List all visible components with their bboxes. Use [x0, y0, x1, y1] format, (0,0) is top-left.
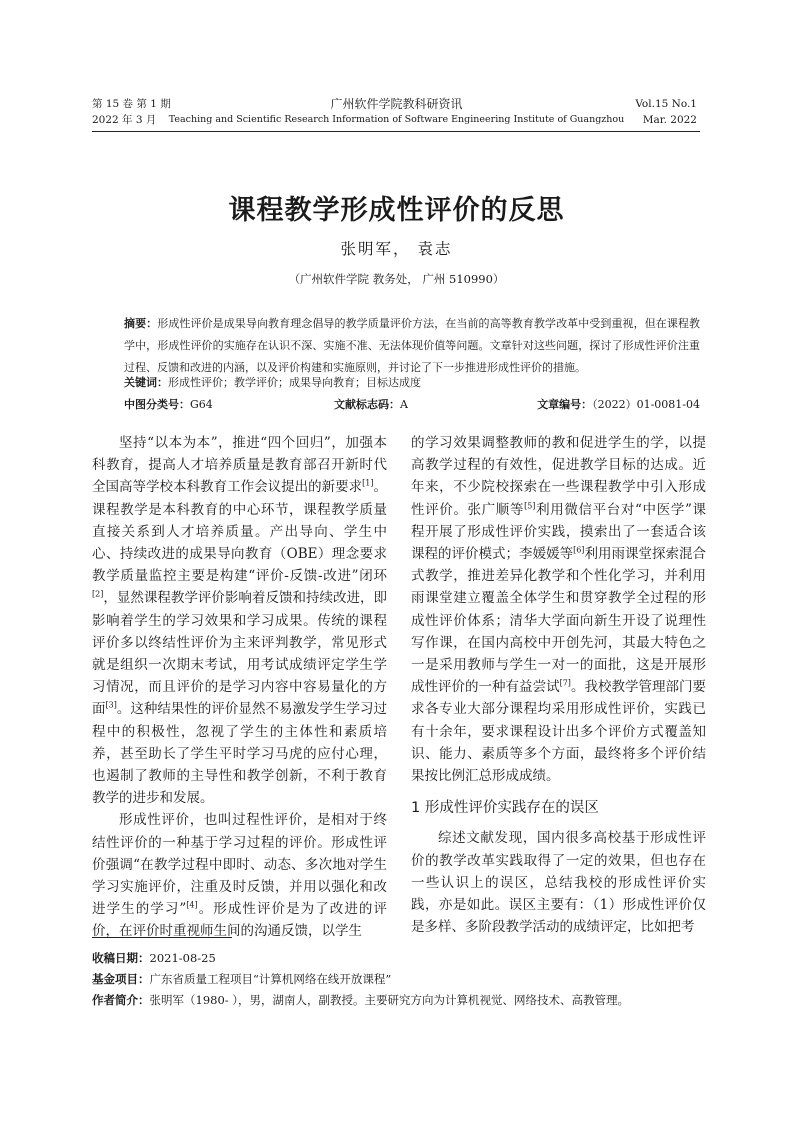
- article-number: [537, 396, 700, 414]
- header-divider: [92, 131, 700, 132]
- text-run: 。课程教学是本科教育的中心环节，课程教学质量直接关系到人才培养质量。产出导向、学生中心、持续改进的成果导向教育（OBE）理念要求教学质量监控主要是构建“评价-反馈-改进”闭环: [92, 479, 388, 585]
- citation: [4]: [186, 900, 198, 910]
- author-affiliation: （广州软件学院 教务处， 广州 510990）: [288, 272, 505, 286]
- footnote-divider: [92, 937, 232, 938]
- citation: [3]: [105, 700, 117, 710]
- fund-value: 广东省质量工程项目“计算机网络在线开放课程”: [149, 972, 392, 986]
- body-column-left: [92, 432, 387, 943]
- paragraph: [92, 809, 387, 942]
- text-run: 综述文献发现，国内很多高校基于形成性评价的教学改革实践取得了一定的效果，但也存在一些认识上的误区，总结我校的形成性评价实践，亦是如此。误区主要有：（1）形成性评价仅是多样、多阶段教学活动的成绩评定，比如把考: [411, 830, 706, 936]
- document-code: [334, 396, 408, 414]
- clc-value: G64: [190, 398, 213, 411]
- paragraph: [411, 432, 706, 787]
- journal-title-en: Teaching and Scientific Research Information of Software Engineering Institute of Guangzhou: [168, 114, 625, 125]
- abstract-label: 摘要：: [124, 317, 158, 330]
- text-run: 坚持“以本为本”，推进“四个回归”，加强本科教育，提高人才培养质量是教育部召开新时代全国高等学校本科教育工作会议提出的新要求: [92, 435, 387, 496]
- citation: [5]: [524, 501, 536, 511]
- keywords-text: 形成性评价；教学评价；成果导向教育；目标达成度: [168, 376, 421, 389]
- received-value: 2021-08-25: [149, 951, 216, 965]
- clc-label: 中图分类号：: [124, 398, 190, 411]
- section-heading: 1 形成性评价实践存在的误区: [411, 800, 599, 817]
- citation: [7]: [559, 678, 571, 688]
- doc-code-value: A: [400, 398, 408, 411]
- text-run: 。形成性评价是为了改进的评价，在评价时重视师生间的沟通反馈，以学生: [92, 901, 387, 940]
- article-authors: 张明军， 袁志: [340, 240, 453, 258]
- text-run: 的学习效果调整教师的教和促进学生的学，以提高教学过程的有效性，促进教学目标的达成。近年来，不少院校探索在一些课程教学中引入形成性评价。张广顺等: [411, 435, 706, 518]
- text-run: 形成性评价，也叫过程性评价，是相对于终结性评价的一种基于学习过程的评价。形成性评价强调“在教学过程中即时、动态、多次地对学生学习实施评价，注重及时反馈，并用以强化和改进学生的学习”: [92, 812, 387, 918]
- article-title: 课程教学形成性评价的反思: [228, 195, 565, 226]
- footnote-fund: [92, 970, 712, 988]
- issue-date-en: Mar. 2022: [642, 114, 697, 126]
- article-number-value: （2022）01-0081-04: [592, 398, 700, 411]
- issue-date: 2022 年 3 月: [92, 114, 157, 126]
- text-run: 。这种结果性的评价显然不易激发学生学习过程中的积极性，忽视了学生的主体性和素质培养，甚至助长了学生平时学习马虎的应付心理，也遏制了教师的主导性和教学创新，不利于教育教学的进步和发展。: [92, 701, 388, 807]
- text-run: 利用微信平台对“中医学”课程开展了形成性评价实践，摸索出了一套适合该课程的评价模式；李媛媛等: [411, 501, 707, 563]
- text-run: 利用雨课堂探索混合式教学，推进差异化教学和个性化学习，并利用雨课堂建立覆盖全体学生和贯穿教学全过程的形成性评价体系；清华大学面向新生开设了说理性写作课，在国内高校中开创先河，其最大特色之一是采用教师与学生一对一的面批，这是开展形成性评价的一种有益尝试: [411, 546, 707, 696]
- clc-number: [124, 398, 213, 411]
- paragraph: [92, 432, 387, 809]
- journal-issue-info-en: [635, 96, 697, 128]
- abstract: [124, 313, 700, 379]
- citation: [6]: [573, 545, 585, 555]
- volume-issue: 第 15 卷 第 1 期: [92, 98, 171, 110]
- footnote-received: [92, 949, 712, 967]
- fund-label: 基金项目：: [92, 972, 150, 986]
- author-bio-value: 张明军（1980- ），男，湖南人，副教授。主要研究方向为计算机视觉、网络技术、高教管理。: [149, 993, 630, 1007]
- volume-issue-en: Vol.15 No.1: [635, 98, 697, 110]
- body-column-right: [411, 432, 706, 938]
- text-run: ，显然课程教学评价影响着反馈和持续改进，即影响着学生的学习效果和学习成果。传统的课程评价多以终结性评价为主来评判教学，常见形式就是组织一次期末考试，用考试成绩评定学生学习情况，而且评价的是学习内容中容易量化的方面: [92, 590, 387, 718]
- keywords-label: 关键词：: [124, 376, 168, 389]
- author-bio-label: 作者简介：: [92, 993, 150, 1007]
- paragraph: [411, 827, 706, 938]
- keywords: [124, 374, 700, 392]
- citation: [1]: [362, 478, 374, 488]
- journal-title-cn: 广州软件学院教科研资讯: [330, 97, 463, 111]
- citation: [2]: [92, 589, 104, 599]
- received-label: 收稿日期：: [92, 951, 150, 965]
- doc-code-label: 文献标志码：: [334, 398, 400, 411]
- article-number-label: 文章编号：: [537, 398, 593, 411]
- footnote-author: [92, 991, 712, 1009]
- classification-row: [124, 396, 700, 414]
- abstract-text: 形成性评价是成果导向教育理念倡导的教学质量评价方法，在当前的高等教育教学改革中受到重视，但在课程教学中，形成性评价的实施存在认识不深、实施不准、无法体现价值等问题。文章针对这些问题，探讨了形成性评价注重过程、反馈和改进的内涵，以及评价构建和实施原则，并讨论了下一步推进形成性评价的措施。: [124, 317, 701, 374]
- text-run: 。我校教学管理部门要求各专业大部分课程均采用形成性评价，实践已有十余年，要求课程设计出多个评价方式覆盖知识、能力、素质等多个方面，最终将多个评价结果按比例汇总形成成绩。: [411, 679, 707, 785]
